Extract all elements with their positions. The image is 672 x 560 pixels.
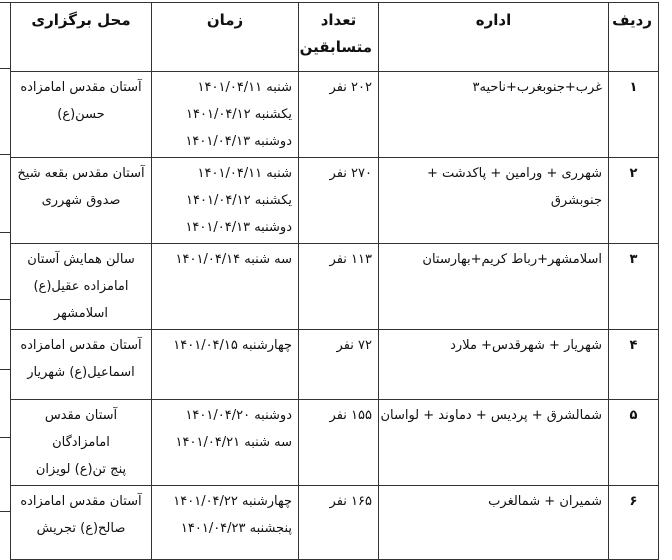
venue-cell-line: سالن همایش آستان: [27, 252, 135, 267]
office-cell: [379, 486, 609, 560]
venue-cell-line: آستان مقدس امامزاده: [20, 80, 142, 95]
row-rule: [0, 511, 10, 512]
venue-cell-line: اسماعیل(ع) شهریار: [27, 365, 135, 380]
header-count-line2: متسابقین: [299, 38, 372, 56]
venue-cell-line: آستان مقدس امامزاده: [20, 338, 142, 353]
time-cell-line: شنبه ۱۴۰۱/۰۴/۱۱: [197, 166, 292, 181]
row-number-cell: [609, 330, 659, 400]
time-cell-line: یکشنبه ۱۴۰۱/۰۴/۱۲: [186, 107, 292, 122]
office-cell: [379, 400, 609, 486]
office-cell: [379, 72, 609, 158]
row-number-cell: [609, 244, 659, 330]
venue-cell-line: آستان مقدس بقعه شیخ: [17, 166, 145, 181]
office-cell: [379, 330, 609, 400]
time-cell-line: چهارشنبه ۱۴۰۱/۰۴/۱۵: [173, 338, 292, 353]
competition-schedule-table: [10, 2, 659, 560]
participant-count-cell: [299, 486, 379, 560]
time-cell: [152, 244, 299, 330]
row-rule: [0, 369, 10, 370]
participant-count-cell: [299, 330, 379, 400]
venue-cell: [11, 486, 152, 560]
office-cell-line: اسلامشهر+رباط کریم+بهارستان: [422, 252, 602, 267]
header-office: اداره: [379, 3, 609, 72]
row-number-cell-line: ۱: [629, 80, 638, 95]
venue-cell-line: صدوق شهرری: [41, 193, 121, 208]
office-cell-line: شمالشرق + پردیس + دماوند + لواسان: [380, 408, 602, 423]
row-number-cell: [609, 400, 659, 486]
row-number-cell-line: ۶: [629, 494, 638, 509]
table-row: [11, 400, 659, 486]
time-cell: [152, 486, 299, 560]
row-rule: [0, 232, 10, 233]
participant-count-cell-line: ۲۰۲ نفر: [329, 80, 372, 95]
header-row: [11, 3, 659, 72]
time-cell-line: شنبه ۱۴۰۱/۰۴/۱۱: [197, 80, 292, 95]
participant-count-cell-line: ۱۶۵ نفر: [329, 494, 372, 509]
row-number-cell: [609, 72, 659, 158]
venue-cell: [11, 244, 152, 330]
adjacent-column-edge: [0, 2, 10, 521]
venue-cell-line: امامزاده عقیل(ع) اسلامشهر: [33, 279, 129, 321]
row-number-cell: [609, 158, 659, 244]
venue-cell-line: آستان مقدس امامزادگان: [44, 408, 118, 450]
office-cell: [379, 244, 609, 330]
venue-cell: [11, 158, 152, 244]
row-rule: [0, 68, 10, 69]
header-participant-count: [299, 3, 379, 72]
venue-cell: [11, 330, 152, 400]
row-rule: [0, 437, 10, 438]
time-cell-line: دوشنبه ۱۴۰۱/۰۴/۱۳: [185, 220, 292, 235]
row-number-cell-line: ۳: [629, 252, 638, 267]
office-cell-line: غرب+جنوبغرب+ناحیه۳: [472, 80, 602, 95]
time-cell-line: دوشنبه ۱۴۰۱/۰۴/۲۰: [185, 408, 292, 423]
participant-count-cell-line: ۲۷۰ نفر: [329, 166, 372, 181]
venue-cell-line: حسن(ع): [57, 107, 105, 122]
table-row: [11, 244, 659, 330]
time-cell-line: سه شنبه ۱۴۰۱/۰۴/۲۱: [175, 435, 292, 450]
header-count-line1: تعداد: [320, 11, 357, 29]
table-row: [11, 330, 659, 400]
time-cell-line: سه شنبه ۱۴۰۱/۰۴/۱۴: [175, 252, 292, 267]
row-rule: [0, 154, 10, 155]
participant-count-cell-line: ۱۱۳ نفر: [329, 252, 372, 267]
table-row: [11, 486, 659, 560]
time-cell-line: یکشنبه ۱۴۰۱/۰۴/۱۲: [186, 193, 292, 208]
time-cell-line: چهارشنبه ۱۴۰۱/۰۴/۲۲: [173, 494, 292, 509]
office-cell: [379, 158, 609, 244]
venue-cell: [11, 72, 152, 158]
participant-count-cell-line: ۷۲ نفر: [336, 338, 372, 353]
office-cell-line: شمیران + شمالغرب: [488, 494, 602, 509]
header-row-number: ردیف: [609, 3, 659, 72]
time-cell: [152, 330, 299, 400]
row-number-cell-line: ۲: [629, 166, 638, 181]
participant-count-cell-line: ۱۵۵ نفر: [329, 408, 372, 423]
table-row: [11, 158, 659, 244]
venue-cell-line: پنج تن(ع) لویزان: [35, 462, 127, 477]
time-cell-line: دوشنبه ۱۴۰۱/۰۴/۱۳: [185, 134, 292, 149]
venue-cell-line: صالح(ع) تجریش: [36, 521, 126, 536]
table-row: [11, 72, 659, 158]
header-time: زمان: [152, 3, 299, 72]
participant-count-cell: [299, 400, 379, 486]
office-cell-line: شهرری + ورامین + پاکدشت +: [426, 166, 602, 181]
office-cell-line: شهریار + شهرقدس+ ملارد: [450, 338, 602, 353]
participant-count-cell: [299, 158, 379, 244]
row-number-cell-line: ۵: [629, 408, 638, 423]
row-number-cell-line: ۴: [629, 338, 638, 353]
time-cell-line: پنجشنبه ۱۴۰۱/۰۴/۲۳: [180, 521, 292, 536]
participant-count-cell: [299, 244, 379, 330]
participant-count-cell: [299, 72, 379, 158]
time-cell: [152, 72, 299, 158]
time-cell: [152, 400, 299, 486]
row-rule: [0, 299, 10, 300]
office-cell-line: جنوبشرق: [550, 193, 602, 208]
row-number-cell: [609, 486, 659, 560]
venue-cell: [11, 400, 152, 486]
venue-cell-line: آستان مقدس امامزاده: [20, 494, 142, 509]
time-cell: [152, 158, 299, 244]
header-venue: محل برگزاری: [11, 3, 152, 72]
